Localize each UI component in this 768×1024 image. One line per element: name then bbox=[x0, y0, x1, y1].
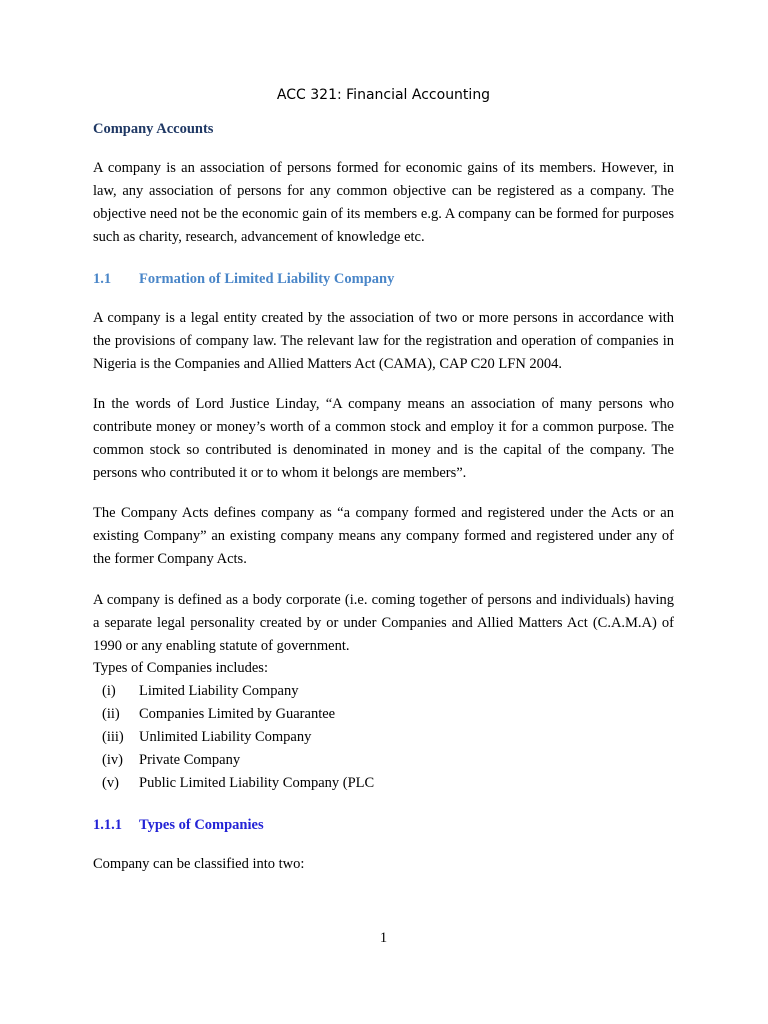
list-item-number: (iii) bbox=[102, 729, 124, 745]
heading-types-of-companies bbox=[93, 816, 264, 834]
list-item-number: (v) bbox=[102, 775, 119, 791]
heading-text: Types of Companies bbox=[139, 817, 264, 833]
list-item-number: (ii) bbox=[102, 706, 120, 722]
heading-number: 1.1 bbox=[93, 271, 112, 287]
paragraph-body-corporate: A company is defined as a body corporate (i.e. coming together of persons and individuals) having a separate legal personality created by or under Companies and Allied Matters Act (C.A.M.A) of 1990 or any enabling statute of government. bbox=[93, 592, 674, 654]
list-item-label: Public Limited Liability Company (PLC bbox=[139, 775, 375, 791]
document-page bbox=[93, 0, 674, 1024]
paragraph-lord-justice-quote: In the words of Lord Justice Linday, “A company means an association of many persons who contribute money or money’s worth of a common stock and employ it for a common purpose. The common stock so contributed is denominated in money and is the capital of the company. The persons who contributed it or to whom it belongs are members”. bbox=[93, 396, 674, 481]
list-item-number: (i) bbox=[102, 683, 116, 699]
list-item-label: Companies Limited by Guarantee bbox=[139, 706, 336, 722]
page-number: 1 bbox=[379, 930, 388, 946]
paragraph-legal-entity: A company is a legal entity created by the association of two or more persons in accordance with the provisions of company law. The relevant law for the registration and operation of companies in Nigeria is the Companies and Allied Matters Act (CAMA), CAP C20 LFN 2004. bbox=[93, 310, 674, 372]
list-item-label: Unlimited Liability Company bbox=[139, 729, 312, 745]
page-header: ACC 321: Financial Accounting bbox=[276, 87, 491, 103]
types-intro: Types of Companies includes: bbox=[93, 660, 268, 676]
heading-text: Formation of Limited Liability Company bbox=[139, 271, 395, 287]
heading-formation bbox=[93, 270, 394, 288]
list-item-label: Private Company bbox=[139, 752, 241, 768]
paragraph-classification: Company can be classified into two: bbox=[93, 856, 305, 872]
paragraph-company-definition: A company is an association of persons formed for economic gains of its members. However, in law, any association of persons for any common objective can be registered as a company. The objective need not be the economic gain of its members e.g. A company can be formed for purposes such as charity, research, advancement of knowledge etc. bbox=[93, 160, 674, 245]
list-item-number: (iv) bbox=[102, 752, 123, 768]
heading-company-accounts: Company Accounts bbox=[93, 121, 214, 137]
list-item-label: Limited Liability Company bbox=[139, 683, 299, 699]
heading-number: 1.1.1 bbox=[93, 817, 122, 833]
paragraph-company-acts: The Company Acts defines company as “a company formed and registered under the Acts or an existing Company” an existing company means any company formed and registered under any of the former Company Acts. bbox=[93, 505, 674, 567]
